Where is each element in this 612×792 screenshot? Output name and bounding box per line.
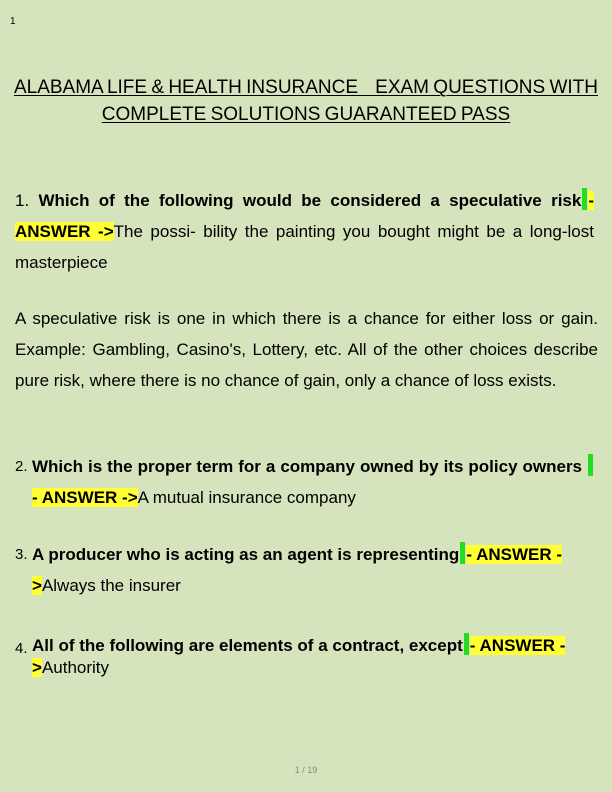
question-1-text: Which of the following would be considered a speculative risk [38,191,582,210]
page-footer: 1 / 19 [294,765,318,775]
page-label: 1 [10,16,16,27]
question-3-text: A producer who is acting as an agent is representing [32,545,460,564]
question-4 [32,633,594,679]
document-title [10,74,602,128]
question-3-number: 3. [15,546,28,563]
answer-tag: - ANSWER -> [15,191,594,241]
title-line-2: COMPLETE SOLUTIONS GUARANTEED PASS [101,104,511,125]
answer-marker [464,633,469,655]
answer-marker [588,454,593,476]
question-3-answer: Always the insurer [41,576,181,595]
answer-tag: - ANSWER -> [32,488,138,507]
answer-tag: - ANSWER -> [32,636,566,677]
title-line-1: ALABAMA LIFE & HEALTH INSURANCE EXAM QUESTIONS WITH [13,77,599,98]
question-3 [32,539,594,601]
answer-marker [460,542,465,564]
question-4-answer: Authority [41,658,110,677]
question-2-number: 2. [15,458,28,475]
question-4-number: 4. [15,640,28,657]
question-1-number: 1. [15,191,30,210]
question-2-answer: A mutual insurance company [137,488,356,507]
question-4-text: All of the following are elements of a contract, except [32,636,463,655]
answer-tag: - ANSWER -> [32,545,563,595]
question-1-answer: The possi- bility the painting you bought might be a long-lost masterpiece [15,222,594,272]
question-2 [32,451,594,513]
question-2-text: Which is the proper term for a company owned by its policy owners [32,457,587,476]
question-1-explanation: A speculative risk is one in which there is a chance for either loss or gain. Example: Gambling, Casino's, Lottery, etc. All of the other choices describe pure risk, where there is no chance of gain, only a chance of loss exists. [15,309,598,390]
answer-marker [582,188,587,210]
question-1 [15,185,594,278]
